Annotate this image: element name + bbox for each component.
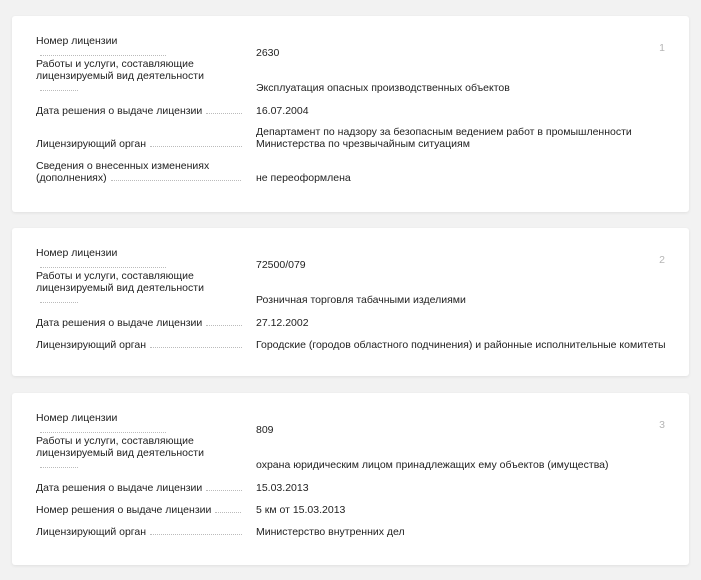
license-number-row — [36, 35, 669, 59]
activity-row — [36, 270, 669, 306]
licensing-authority-value-line-2: Министерства по чрезвычайным ситуациям — [256, 138, 470, 150]
decision-date-label: Дата решения о выдаче лицензии — [36, 482, 203, 494]
license-number-value: 2630 — [256, 47, 280, 59]
decision-date-row — [36, 102, 669, 117]
leader-dots — [150, 347, 242, 348]
activity-label-line-1: Работы и услуги, составляющие — [36, 270, 194, 282]
leader-dots — [150, 534, 242, 535]
decision-number-row — [36, 501, 669, 516]
license-number-value: 809 — [256, 424, 274, 436]
licensing-authority-label: Лицензирующий орган — [36, 339, 147, 351]
activity-row — [36, 435, 669, 471]
license-index: 2 — [659, 254, 665, 266]
licensing-authority-value: Министерство внутренних дел — [256, 526, 405, 538]
activity-value: Розничная торговля табачными изделиями — [256, 294, 466, 306]
activity-row — [36, 58, 669, 94]
leader-dots — [40, 90, 78, 91]
license-number-value: 72500/079 — [256, 259, 306, 271]
activity-label-line-2: лицензируемый вид деятельности — [36, 70, 204, 82]
leader-dots — [40, 267, 166, 268]
changes-row — [36, 158, 669, 184]
license-card-1 — [12, 16, 689, 212]
changes-label-line-1: Сведения о внесенных изменениях — [36, 160, 210, 172]
activity-value: охрана юридическим лицом принадлежащих ему объектов (имущества) — [256, 459, 609, 471]
licensing-authority-value: Городские (городов областного подчинения) и районные исполнительные комитеты — [256, 339, 666, 351]
leader-dots — [40, 302, 78, 303]
license-card-2 — [12, 228, 689, 376]
leader-dots — [40, 55, 166, 56]
license-number-row — [36, 412, 669, 436]
license-index: 1 — [659, 42, 665, 54]
decision-date-value: 27.12.2002 — [256, 317, 309, 329]
leader-dots — [111, 180, 241, 181]
decision-number-value: 5 км от 15.03.2013 — [256, 504, 346, 516]
leader-dots — [206, 490, 242, 491]
leader-dots — [150, 146, 242, 147]
changes-value: не переоформлена — [256, 172, 351, 184]
decision-date-row — [36, 479, 669, 494]
license-number-row — [36, 247, 669, 271]
activity-label-line-2: лицензируемый вид деятельности — [36, 447, 204, 459]
leader-dots — [40, 432, 166, 433]
licensing-authority-row — [36, 124, 669, 150]
decision-date-value: 16.07.2004 — [256, 105, 309, 117]
leader-dots — [206, 325, 242, 326]
decision-date-label: Дата решения о выдаче лицензии — [36, 317, 203, 329]
licensing-authority-label: Лицензирующий орган — [36, 526, 147, 538]
leader-dots — [206, 113, 242, 114]
licensing-authority-row — [36, 523, 669, 538]
licensing-authority-row — [36, 336, 669, 351]
license-number-label: Номер лицензии — [36, 412, 118, 424]
decision-date-value: 15.03.2013 — [256, 482, 309, 494]
leader-dots — [40, 467, 78, 468]
decision-date-row — [36, 314, 669, 329]
activity-label-line-1: Работы и услуги, составляющие — [36, 58, 194, 70]
changes-label-line-2: (дополнениях) — [36, 172, 107, 184]
activity-value: Эксплуатация опасных производственных объектов — [256, 82, 510, 94]
leader-dots — [215, 512, 241, 513]
activity-label-line-2: лицензируемый вид деятельности — [36, 282, 204, 294]
licensing-authority-value-line-1: Департамент по надзору за безопасным ведением работ в промышленности — [256, 126, 632, 138]
license-number-label: Номер лицензии — [36, 35, 118, 47]
activity-label-line-1: Работы и услуги, составляющие — [36, 435, 194, 447]
decision-date-label: Дата решения о выдаче лицензии — [36, 105, 203, 117]
license-number-label: Номер лицензии — [36, 247, 118, 259]
decision-number-label: Номер решения о выдаче лицензии — [36, 504, 212, 516]
licensing-authority-label: Лицензирующий орган — [36, 138, 147, 150]
license-card-3 — [12, 393, 689, 565]
license-index: 3 — [659, 419, 665, 431]
